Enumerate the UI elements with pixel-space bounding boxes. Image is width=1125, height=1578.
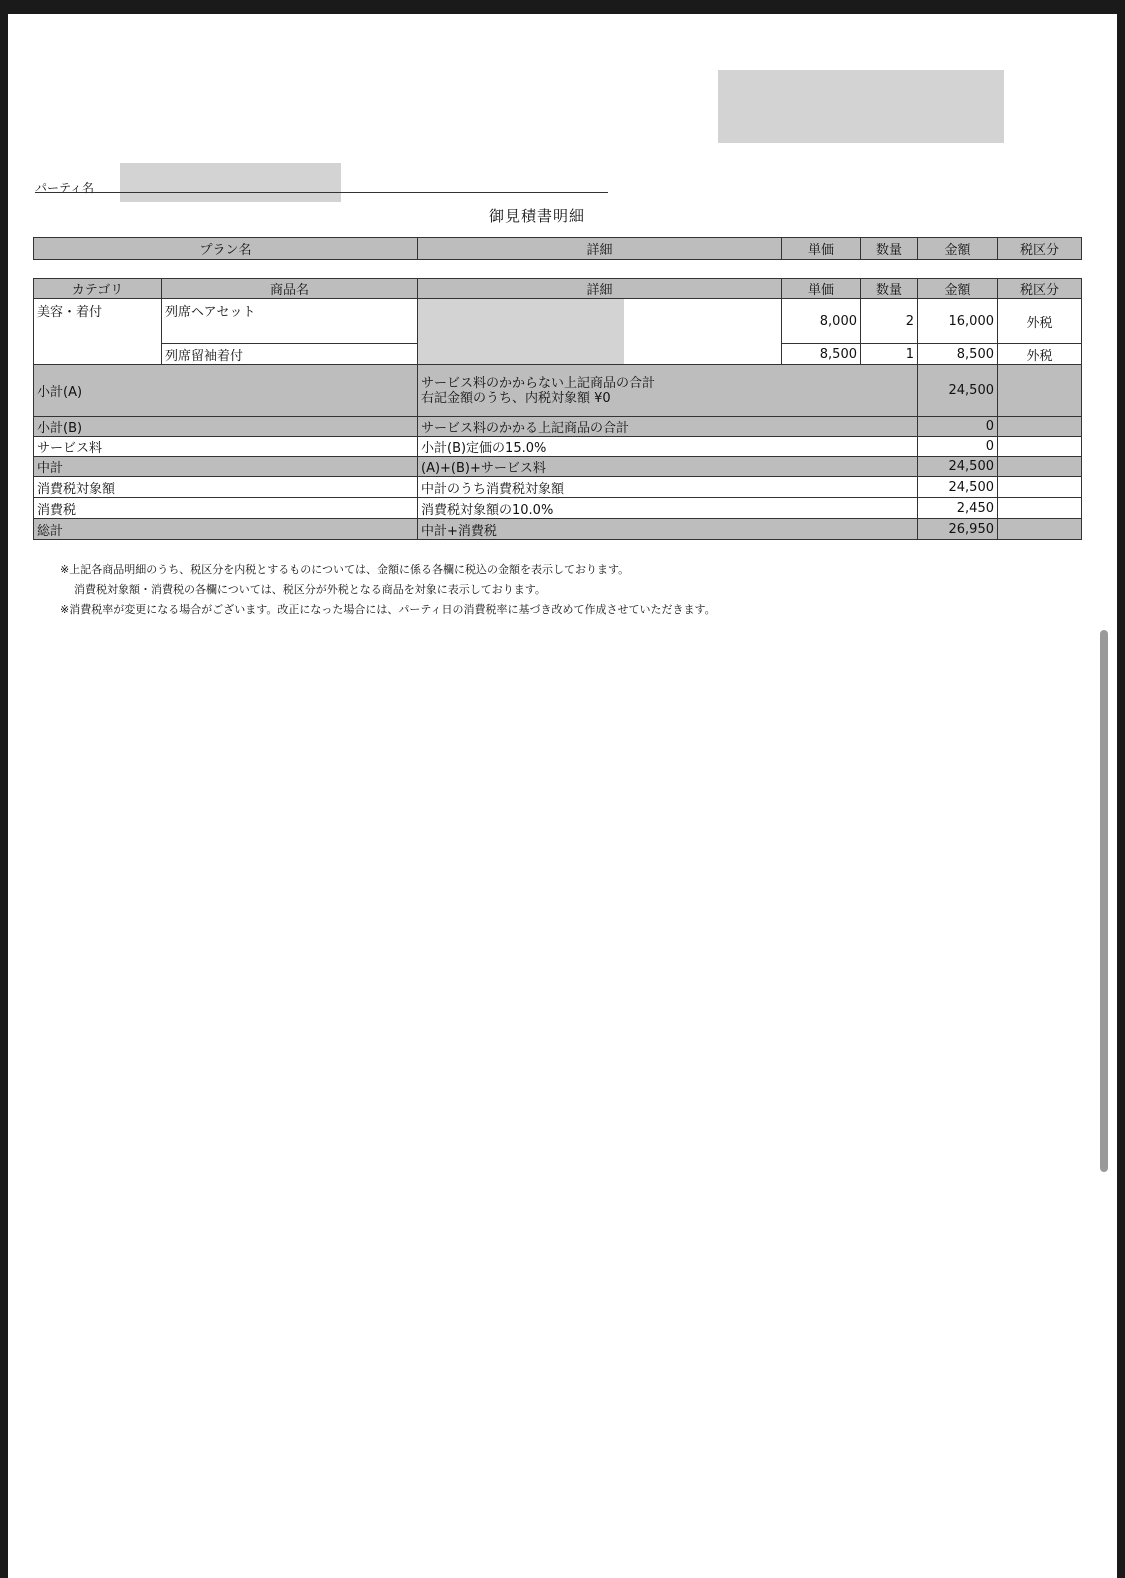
item-header-detail: 詳細 [418, 279, 782, 299]
plan-header-plan-name: プラン名 [34, 238, 418, 260]
document-title: 御見積書明細 [488, 207, 585, 225]
plan-header-unit-price: 単価 [782, 238, 861, 260]
plan-table [33, 237, 1082, 260]
item-header-unit-price: 単価 [782, 279, 861, 299]
summary-label: 総計 [34, 519, 418, 540]
footnotes [60, 560, 716, 620]
summary-label: 消費税対象額 [34, 477, 418, 498]
plan-table-header [34, 238, 1082, 260]
summary-detail: (A)+(B)+サービス料 [418, 457, 918, 477]
item-header-amount: 金額 [918, 279, 998, 299]
summary-row-grand-total [34, 519, 1082, 540]
summary-amount: 0 [918, 437, 998, 457]
item-header-qty: 数量 [861, 279, 918, 299]
summary-row-consumption-tax [34, 498, 1082, 519]
footnote: ※上記各商品明細のうち、税区分を内税とするものについては、金額に係る各欄に税込の金額を表示しております。 [60, 563, 630, 576]
redacted-block-top [718, 70, 1004, 143]
summary-label: 中計 [34, 457, 418, 477]
summary-label: 消費税 [34, 498, 418, 519]
amount: 16,000 [918, 299, 998, 344]
item-table-header [34, 279, 1082, 299]
summary-tax-blank [998, 498, 1082, 519]
summary-tax-blank [998, 365, 1082, 417]
summary-label: 小計(A) [34, 365, 418, 417]
summary-detail: サービス料のかかる上記商品の合計 [418, 417, 918, 437]
unit-price: 8,500 [782, 344, 861, 365]
summary-label: サービス料 [34, 437, 418, 457]
summary-detail [418, 365, 918, 417]
redacted-party-name [120, 163, 341, 202]
summary-amount: 24,500 [918, 365, 998, 417]
plan-header-detail: 詳細 [418, 238, 782, 260]
summary-detail-line1: サービス料のかからない上記商品の合計 [421, 375, 656, 391]
quantity: 2 [861, 299, 918, 344]
summary-detail-line2: 右記金額のうち、内税対象額 ¥0 [421, 390, 611, 406]
scrollbar-thumb[interactable] [1100, 630, 1108, 1172]
detail-cell [418, 299, 782, 365]
tax-type: 外税 [998, 299, 1082, 344]
summary-amount: 26,950 [918, 519, 998, 540]
party-name-label: パーティ名 [35, 181, 95, 195]
item-header-category: カテゴリ [34, 279, 162, 299]
plan-header-amount: 金額 [918, 238, 998, 260]
summary-amount: 2,450 [918, 498, 998, 519]
summary-row-service-fee [34, 437, 1082, 457]
summary-label: 小計(B) [34, 417, 418, 437]
summary-row-taxable [34, 477, 1082, 498]
plan-header-tax: 税区分 [998, 238, 1082, 260]
summary-tax-blank [998, 417, 1082, 437]
estimate-page [8, 14, 1117, 1578]
summary-tax-blank [998, 477, 1082, 498]
summary-detail: 消費税対象額の10.0% [418, 498, 918, 519]
summary-row-midtotal [34, 457, 1082, 477]
item-header-product: 商品名 [162, 279, 418, 299]
summary-tax-blank [998, 437, 1082, 457]
amount: 8,500 [918, 344, 998, 365]
quantity: 1 [861, 344, 918, 365]
summary-row-subtotal-a [34, 365, 1082, 417]
redacted-detail [418, 299, 624, 365]
summary-row-subtotal-b [34, 417, 1082, 437]
item-header-tax: 税区分 [998, 279, 1082, 299]
footnote: ※消費税率が変更になる場合がございます。改正になった場合には、パーティ日の消費税率に基づき改めて作成させていただきます。 [60, 603, 716, 616]
party-name-underline [35, 192, 608, 193]
summary-tax-blank [998, 457, 1082, 477]
unit-price: 8,000 [782, 299, 861, 344]
summary-amount: 0 [918, 417, 998, 437]
category-cell: 美容・着付 [34, 299, 162, 365]
summary-tax-blank [998, 519, 1082, 540]
footnote: 消費税対象額・消費税の各欄については、税区分が外税となる商品を対象に表示しております。 [74, 583, 546, 596]
tax-type: 外税 [998, 344, 1082, 365]
summary-detail: 中計のうち消費税対象額 [418, 477, 918, 498]
item-table [33, 278, 1082, 540]
summary-detail: 小計(B)定価の15.0% [418, 437, 918, 457]
summary-amount: 24,500 [918, 457, 998, 477]
summary-amount: 24,500 [918, 477, 998, 498]
product-name: 列席ヘアセット [162, 299, 418, 344]
plan-header-qty: 数量 [861, 238, 918, 260]
product-name: 列席留袖着付 [162, 344, 418, 365]
table-row [34, 299, 1082, 344]
summary-detail: 中計+消費税 [418, 519, 918, 540]
